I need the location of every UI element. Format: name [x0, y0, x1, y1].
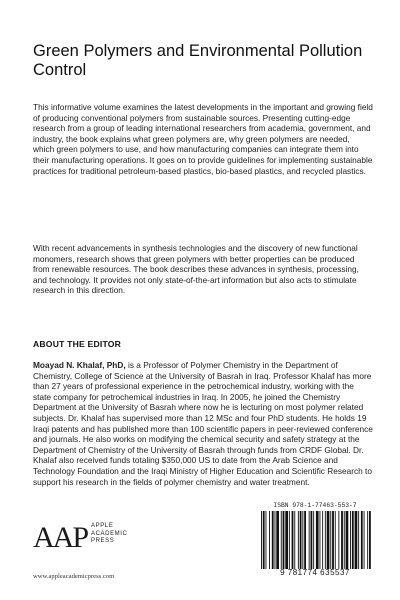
barcode-bar	[341, 511, 343, 569]
barcode-bar	[352, 511, 354, 569]
publisher-name	[91, 523, 127, 546]
publisher-name-line: ACADEMIC	[91, 530, 128, 537]
barcode-bar	[327, 511, 330, 569]
publisher-name-line: APPLE	[91, 523, 114, 529]
barcode-bar	[263, 511, 265, 569]
barcode-bar	[302, 511, 303, 569]
barcode-bar	[283, 511, 285, 569]
isbn-label: ISBN 978-1-77463-553-7	[273, 502, 357, 509]
barcode-bar	[261, 511, 262, 569]
publisher-website: www.appleacademicpress.com	[33, 573, 115, 580]
barcode-bar	[276, 511, 279, 569]
barcode-bar	[272, 511, 274, 569]
barcode-bar	[298, 511, 299, 569]
barcode-bar	[350, 511, 351, 569]
editor-bio-text: is a Professor of Polymer Chemistry in the Department of Chemistry, College of Science at the University of Basrah in Iraq. Professor Khalaf has more than 27 years of professional experience in the petrochemical industry, working with the state company for petrochemical industries in Iraq. In 2005, he joined the Chemistry Department at the University of Basrah where now he is lecturing on most polymer related subjects. Dr. Khalaf has supervised more than 12 MSc and four PhD students. He holds 19 Iraqi patents and has published more than 100 scientific papers in peer-reviewed conference and journals. He also works on modifying the chemical security and safety strategy at the Department of Chemistry of the University of Basrah through funds from CRDF Global. Dr. Khalaf also received funds totaling $350,000 US to date from the Arab Science and Technology Foundation and the Iraqi Ministry of Higher Education and Scientific Research to support his research in the fields of polymer chemistry and water treatment.	[33, 360, 373, 487]
publisher-logo	[33, 518, 153, 568]
barcode-bar	[320, 511, 321, 569]
barcode-bar	[364, 511, 365, 569]
description-paragraph-2: With recent advancements in synthesis technologies and the discovery of new functional monomers, research shows that green polymers with better properties can be produced from renewable resources. The book describes these advances in synthesis, processing, and technology. It provides not only state-of-the-art information but also acts to stimulate research in this direction.	[33, 243, 359, 296]
barcode-bar	[269, 511, 270, 569]
barcode-bar	[289, 511, 290, 569]
barcode-digits: 9 781774 635537	[280, 568, 350, 577]
barcode-bar	[358, 511, 359, 569]
publisher-logo-mark: AAP	[33, 521, 88, 554]
book-title: Green Polymers and Environmental Pollution Control	[33, 42, 363, 79]
barcode-bar	[367, 511, 368, 569]
barcode-bar	[335, 511, 336, 569]
barcode-bar	[322, 511, 323, 569]
description-paragraph-1: This informative volume examines the latest developments in the important and growing field of producing conventional polymers from sustainable sources. Presenting cutting-edge research from a group of leading international researchers from academia, government, and industry, the book explains what green polymers are, why green polymers are needed, which green polymers to use, and how manufacturing companies can integrate them into their manufacturing operations. It goes on to provide guidelines for implementing sustainable practices for traditional petroleum-based plastics, bio-based plastics, and recycled plastics.	[33, 102, 373, 176]
barcode-bar	[355, 511, 358, 569]
barcode-bar	[300, 511, 302, 569]
barcode-bar	[344, 511, 345, 569]
barcode-bar	[309, 511, 310, 569]
barcode-bar	[361, 511, 363, 569]
barcode-bar	[275, 511, 276, 569]
barcode-bar	[330, 511, 331, 569]
barcode-bar	[285, 511, 288, 569]
barcode-bar	[369, 511, 371, 569]
barcode-bar	[316, 511, 319, 569]
isbn-barcode	[255, 502, 375, 580]
barcode-bar	[332, 511, 334, 569]
barcode-bar	[304, 511, 306, 569]
about-editor-heading: ABOUT THE EDITOR	[33, 339, 122, 349]
barcode-bar	[292, 511, 294, 569]
barcode-bar	[325, 511, 326, 569]
barcode-bar	[313, 511, 314, 569]
editor-bio	[33, 360, 373, 487]
barcode-bar	[338, 511, 339, 569]
editor-name: Moayad N. Khalaf, PhD,	[33, 360, 126, 370]
barcode-image	[259, 511, 373, 569]
barcode-bar	[346, 511, 349, 569]
barcode-bar	[294, 511, 295, 569]
barcode-bar	[311, 511, 313, 569]
barcode-bar	[266, 511, 267, 569]
publisher-name-line: PRESS	[91, 538, 115, 544]
barcode-bar	[281, 511, 282, 569]
